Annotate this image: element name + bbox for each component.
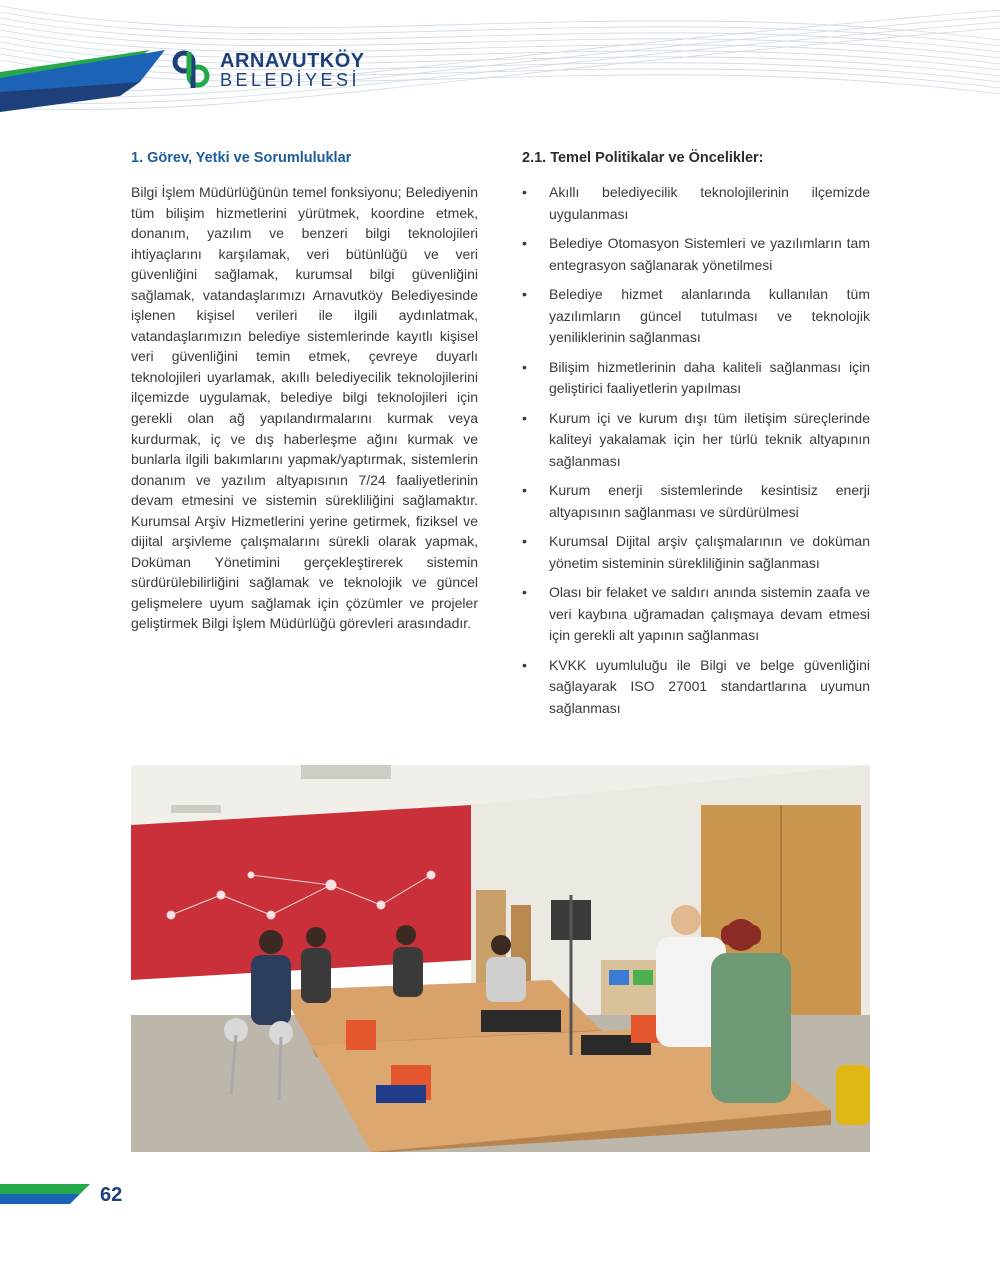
list-item [522,408,870,473]
workshop-photo [131,765,870,1152]
list-item [522,284,870,349]
list-item-text: Kurum enerji sistemlerinde kesintisiz enerji altyapısının sağlanması ve sürdürülmesi [549,482,870,520]
brand-name: ARNAVUTKÖY [220,50,365,72]
brand-subtitle: BELEDİYESİ [220,70,361,90]
bullet-icon: • [522,584,527,600]
bullet-icon: • [522,533,527,549]
workshop-scene-image [131,765,870,1152]
list-item-text: Belediye hizmet alanlarında kullanılan tüm yazılımların güncel tutulması ve teknolojik yeniliklerinin sağlanması [549,286,870,345]
list-item [522,582,870,647]
bullet-icon: • [522,482,527,498]
list-item-text: Olası bir felaket ve saldırı anında sistemin zaafa ve veri kaybına uğramadan çalışmaya devam etmesi için gerekli alt yapının sağlanması [549,584,870,643]
bullet-icon: • [522,286,527,302]
list-item [522,357,870,400]
bullet-icon: • [522,235,527,251]
bullet-icon: • [522,184,527,200]
bullet-icon: • [522,656,527,673]
list-item-text: Kurum içi ve kurum dışı tüm iletişim süreçlerinde kaliteyi yakalamak için her türlü teknik altyapının sağlanması [549,409,870,469]
list-item [522,531,870,574]
bullet-icon: • [522,409,527,426]
list-item-text: Akıllı belediyecilik teknolojilerinin ilçemizde uygulanması [549,184,870,222]
policies-list [522,182,870,719]
section-title: 1. Görev, Yetki ve Sorumluluklar [131,150,352,166]
policies-title: 2.1. Temel Politikalar ve Öncelikler: [522,150,764,166]
left-column [131,150,478,634]
list-item [522,182,870,225]
list-item [522,233,870,276]
bullet-icon: • [522,358,527,375]
page-number: 62 [100,1184,123,1206]
list-item-text: KVKK uyumluluğu ile Bilgi ve belge güvenliğini sağlayarak ISO 27001 standartlarına uyumun sağlanması [549,656,870,716]
logo-mark-icon [170,48,214,92]
header-wave-graphic [0,0,1000,120]
list-item-text: Bilişim hizmetlerinin daha kaliteli sağlanması için geliştirici faaliyetlerin yapılması [549,358,870,396]
list-item-text: Kurumsal Dijital arşiv çalışmalarının ve doküman yönetim sisteminin sürekliliğinin sağlanması [549,533,870,571]
list-item [522,655,870,720]
duties-paragraph: Bilgi İşlem Müdürlüğünün temel fonksiyonu; Belediyenin tüm bilişim hizmetlerini yürütmek, koordine etmek, donanım, yazılım ve benzeri bilgi teknolojileri ihtiyaçlarını karşılamak, veri bütünlüğü ve veri güvenliğini sağlamak, kurumsal bilgi güvenliğini sağlamak, vatandaşlarımızı Arnavutköy Belediyesinde işlenen kişisel verileri ile ilgili aydınlatmak, vatandaşlarımızın belediye sistemlerinde kayıtlı kişisel veri güvenliğini temin etmek, çevreye duyarlı teknolojileri uyarlamak, akıllı belediyecilik teknolojilerini ilçemizde uygulamak, belediye bilgi teknolojileri için gerekli olan ağ yapılandırmalarını kurmak veya kurdurmak, iç ve dış haberleşme ağını kurmak ve bunlarla ilgili bakımlarını yapmak/yaptırmak, sistemlerin donanım ve yazılım altyapısının 7/24 faaliyetlerinin devam etmesini ve sistemin sürekliliğini sağlamaktır. Kurumsal Arşiv Hizmetlerini yerine getirmek, fiziksel ve dijital arşivleme çalışmalarını sürekli olarak yapmak, Doküman Yönetimini gerçekleştirerek sistemin sürdürülebilirliğini sağlamak ve teknolojik ve güncel gelişmelere uyum sağlamak için çözümler ve projeler geliştirmek Bilgi İşlem Müdürlüğü görevleri arasındadır. [131,184,478,632]
list-item [522,480,870,523]
page-header [0,0,1000,120]
right-column [522,150,870,727]
list-item-text: Belediye Otomasyon Sistemleri ve yazılımların tam entegrasyon sağlanarak yönetilmesi [549,235,870,273]
